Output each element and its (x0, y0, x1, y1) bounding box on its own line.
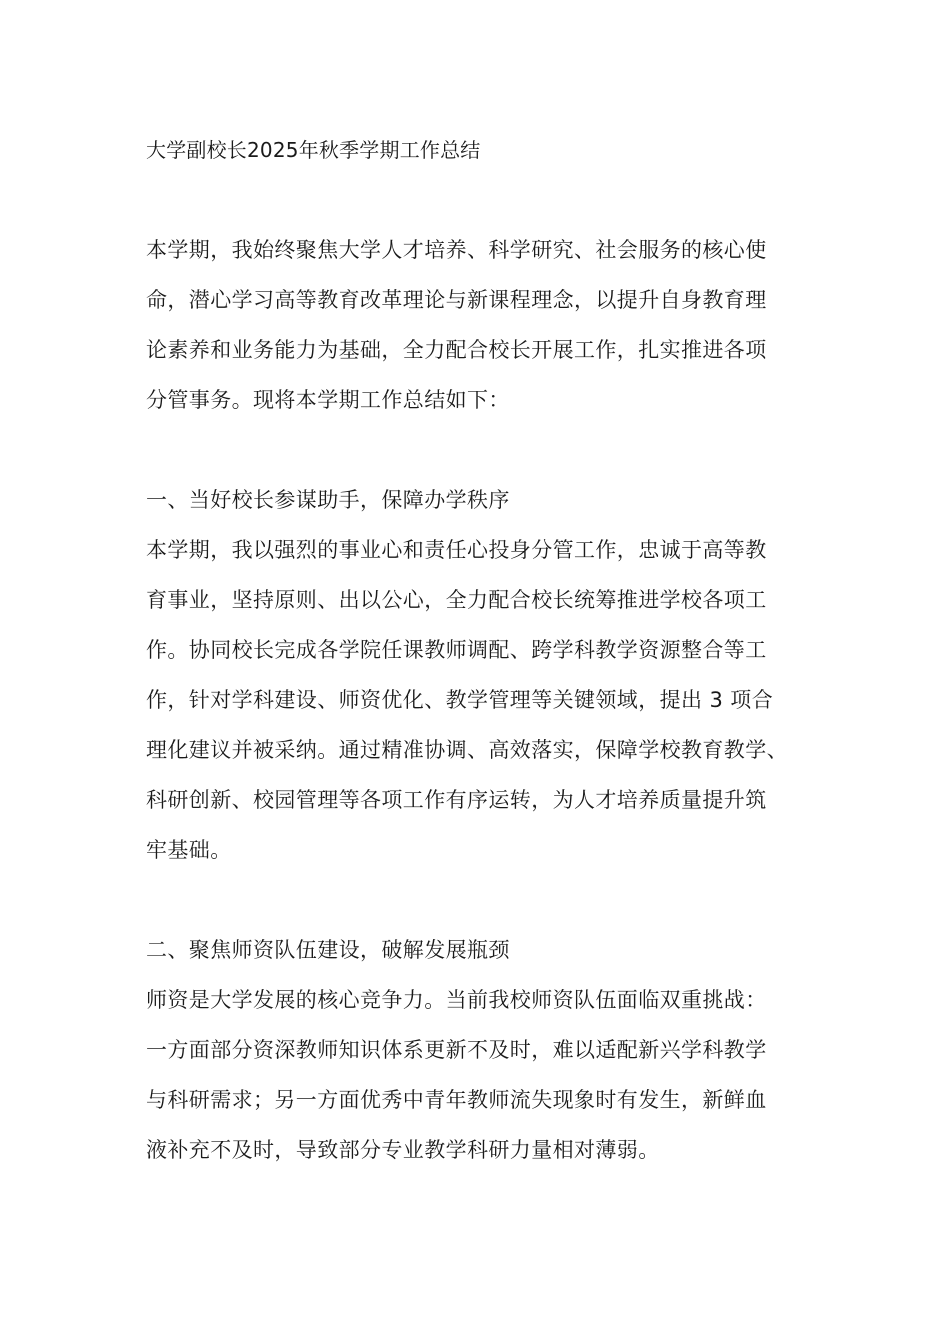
section1-line: 作。协同校长完成各学院任课教师调配、跨学科教学资源整合等工 (146, 638, 767, 662)
document-title: 大学副校长2025年秋季学期工作总结 (146, 138, 481, 162)
section2-line: 与科研需求；另一方面优秀中青年教师流失现象时有发生，新鲜血 (146, 1088, 767, 1112)
section1-heading: 一、当好校长参谋助手，保障办学秩序 (146, 488, 510, 512)
section1-line: 牢基础。 (146, 838, 232, 862)
section1-line: 本学期，我以强烈的事业心和责任心投身分管工作，忠诚于高等教 (146, 538, 767, 562)
section1-line: 作，针对学科建设、师资优化、教学管理等关键领域，提出 3 项合 (146, 688, 774, 712)
section2-line: 一方面部分资深教师知识体系更新不及时，难以适配新兴学科教学 (146, 1038, 767, 1062)
intro-line: 本学期，我始终聚焦大学人才培养、科学研究、社会服务的核心使 (146, 238, 767, 262)
intro-line: 分管事务。现将本学期工作总结如下： (146, 388, 510, 412)
section1-line: 科研创新、校园管理等各项工作有序运转，为人才培养质量提升筑 (146, 788, 767, 812)
section1-line: 育事业，坚持原则、出以公心，全力配合校长统筹推进学校各项工 (146, 588, 767, 612)
section2-heading: 二、聚焦师资队伍建设，破解发展瓶颈 (146, 938, 510, 962)
intro-line: 命，潜心学习高等教育改革理论与新课程理念，以提升自身教育理 (146, 288, 767, 312)
section2-line: 师资是大学发展的核心竞争力。当前我校师资队伍面临双重挑战： (146, 988, 767, 1012)
section2-line: 液补充不及时，导致部分专业教学科研力量相对薄弱。 (146, 1138, 660, 1162)
intro-line: 论素养和业务能力为基础，全力配合校长开展工作，扎实推进各项 (146, 338, 767, 362)
section1-line: 理化建议并被采纳。通过精准协调、高效落实，保障学校教育教学、 (146, 738, 788, 762)
